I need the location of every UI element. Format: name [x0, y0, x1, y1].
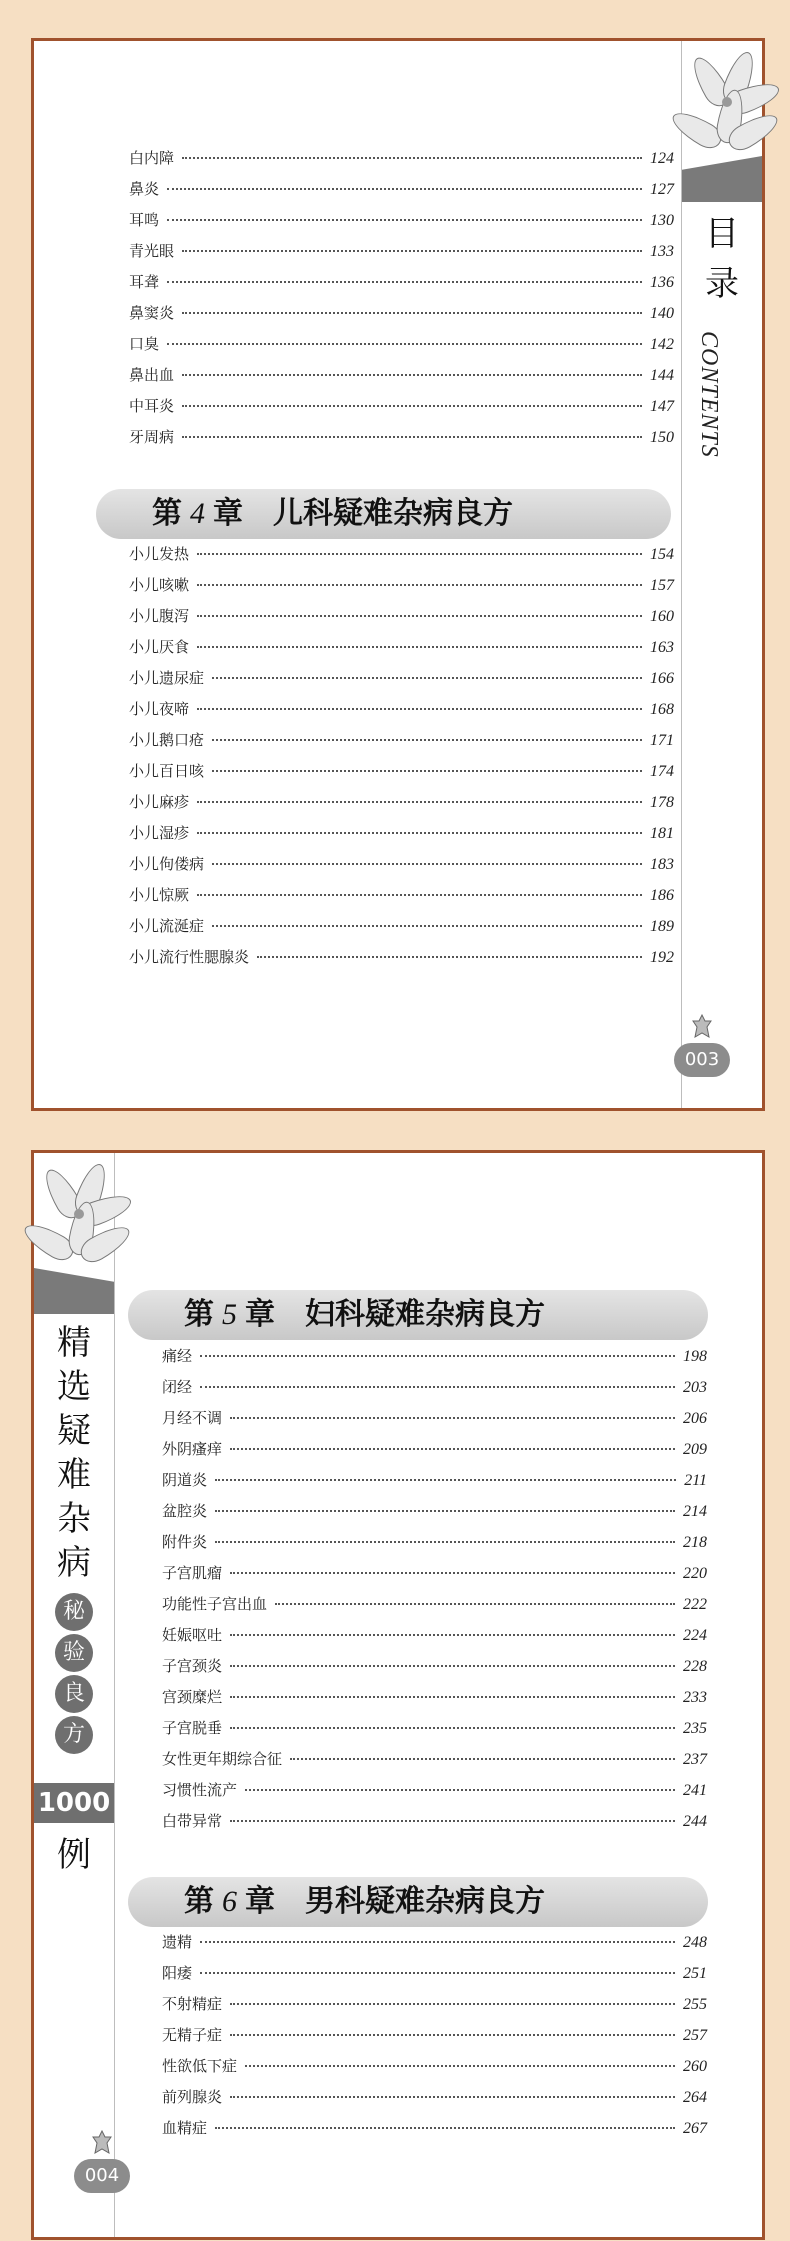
toc-entry: [162, 1624, 707, 1655]
toc-entry-title: 小儿鹅口疮: [129, 731, 205, 749]
toc-entry-title: 阴道炎: [162, 1471, 208, 1489]
toc-entry-title: 小儿惊厥: [129, 886, 190, 904]
toc-entry-title: 宫颈糜烂: [162, 1688, 223, 1706]
toc-entry-page: 260: [683, 2058, 707, 2075]
toc-entry-title: 口臭: [129, 335, 160, 353]
toc-entry-title: 闭经: [162, 1378, 193, 1396]
dot-leader: [230, 1665, 675, 1667]
toc-entry-page: 183: [650, 856, 674, 873]
toc-entry-title: 小儿厌食: [129, 638, 190, 656]
toc-entry-page: 192: [650, 949, 674, 966]
side-book-title: 精 选 疑 难 杂 病: [57, 1323, 91, 1583]
toc-entry-title: 小儿佝偻病: [129, 855, 205, 873]
toc-entry-title: 中耳炎: [129, 397, 175, 415]
dot-leader: [197, 801, 642, 803]
chapter-5-banner: 第 5 章 妇科疑难杂病良方: [128, 1290, 708, 1340]
side-subtitle: CONTENTS: [696, 331, 722, 458]
toc-entry-title: 妊娠呕吐: [162, 1626, 223, 1644]
dot-leader: [200, 1355, 675, 1357]
toc-entry: [129, 178, 674, 209]
dot-leader: [257, 956, 642, 958]
toc-entry-page: 136: [650, 274, 674, 291]
toc-entry: [129, 147, 674, 178]
toc-entry-page: 241: [683, 1782, 707, 1799]
dot-leader: [212, 863, 642, 865]
toc-page-003: [31, 38, 765, 1111]
toc-entry-title: 习惯性流产: [162, 1781, 238, 1799]
side-wedge: [682, 156, 762, 202]
page-number-badge: 004: [74, 2159, 130, 2193]
toc-entry-page: 124: [650, 150, 674, 167]
toc-entry: [129, 667, 674, 698]
toc-entry: [162, 1593, 707, 1624]
side-badge: 方: [55, 1716, 93, 1754]
toc-entry: [129, 364, 674, 395]
toc-entry-page: 244: [683, 1813, 707, 1830]
toc-entry-title: 小儿遗尿症: [129, 669, 205, 687]
dot-leader: [212, 770, 642, 772]
toc-entry: [129, 240, 674, 271]
page-number-badge: 003: [674, 1043, 730, 1077]
crest-icon: [91, 2129, 113, 2157]
dot-leader: [275, 1603, 675, 1605]
dot-leader: [197, 615, 642, 617]
toc-entry-title: 小儿流涎症: [129, 917, 205, 935]
toc-entry-page: 220: [683, 1565, 707, 1582]
toc-entry-title: 痛经: [162, 1347, 193, 1365]
toc-entry-title: 白内障: [129, 149, 175, 167]
toc-entry-page: 218: [683, 1534, 707, 1551]
toc-entry-title: 鼻窦炎: [129, 304, 175, 322]
side-title: 目 录: [705, 214, 739, 304]
toc-entry-page: 166: [650, 670, 674, 687]
toc-entry: [129, 884, 674, 915]
toc-entry: [129, 302, 674, 333]
dot-leader: [290, 1758, 675, 1760]
toc-entry: [162, 1686, 707, 1717]
dot-leader: [230, 1572, 675, 1574]
toc-entry: [129, 946, 674, 977]
toc-entry: [129, 760, 674, 791]
toc-entry-page: 174: [650, 763, 674, 780]
toc-entry-title: 月经不调: [162, 1409, 223, 1427]
dot-leader: [212, 739, 642, 741]
toc-entry: [162, 1655, 707, 1686]
toc-entry: [129, 271, 674, 302]
toc-entry: [129, 574, 674, 605]
toc-entry-title: 无精子症: [162, 2026, 223, 2044]
toc-entry-title: 血精症: [162, 2119, 208, 2137]
toc-entry-page: 186: [650, 887, 674, 904]
toc-entry: [162, 1345, 707, 1376]
toc-entry: [129, 426, 674, 457]
toc-entry: [162, 1376, 707, 1407]
dot-leader: [167, 219, 642, 221]
toc-entry: [162, 1993, 707, 2024]
dot-leader: [230, 1448, 675, 1450]
toc-entry-page: 255: [683, 1996, 707, 2013]
toc-entry-page: 214: [683, 1503, 707, 1520]
toc-entry-page: 203: [683, 1379, 707, 1396]
lily-flower-icon: [40, 1157, 110, 1267]
toc-entry: [162, 1407, 707, 1438]
toc-entry-title: 小儿夜啼: [129, 700, 190, 718]
toc-entry-title: 鼻出血: [129, 366, 175, 384]
toc-entry-page: 267: [683, 2120, 707, 2137]
dot-leader: [200, 1386, 675, 1388]
dot-leader: [182, 312, 642, 314]
side-wedge: [34, 1268, 114, 1314]
toc-entry-page: 178: [650, 794, 674, 811]
toc-entry-page: 222: [683, 1596, 707, 1613]
toc-entry-title: 不射精症: [162, 1995, 223, 2013]
dot-leader: [182, 250, 642, 252]
toc-entry: [162, 1531, 707, 1562]
dot-leader: [167, 281, 642, 283]
dot-leader: [197, 894, 642, 896]
dot-leader: [230, 1417, 675, 1419]
side-badge: 良: [55, 1675, 93, 1713]
dot-leader: [182, 405, 642, 407]
toc-entry-page: 257: [683, 2027, 707, 2044]
toc-entry: [129, 543, 674, 574]
dot-leader: [182, 436, 642, 438]
toc-entry-title: 子宫颈炎: [162, 1657, 223, 1675]
dot-leader: [215, 1479, 676, 1481]
dot-leader: [197, 832, 642, 834]
toc-entry-page: 251: [683, 1965, 707, 1982]
toc-entry-title: 小儿湿疹: [129, 824, 190, 842]
dot-leader: [230, 1820, 675, 1822]
toc-entry-title: 牙周病: [129, 428, 175, 446]
toc-entry: [162, 2055, 707, 2086]
toc-list-chapter-6: [162, 1931, 707, 2148]
toc-list-top: [129, 147, 674, 457]
toc-list-chapter-4: [129, 543, 674, 977]
toc-entry: [129, 915, 674, 946]
toc-entry-title: 耳聋: [129, 273, 160, 291]
dot-leader: [197, 584, 642, 586]
toc-entry-page: 206: [683, 1410, 707, 1427]
toc-entry-page: 209: [683, 1441, 707, 1458]
toc-entry: [162, 2086, 707, 2117]
toc-entry: [129, 605, 674, 636]
toc-entry-page: 248: [683, 1934, 707, 1951]
toc-entry: [162, 1438, 707, 1469]
toc-entry-title: 耳鸣: [129, 211, 160, 229]
toc-entry: [129, 729, 674, 760]
dot-leader: [167, 343, 642, 345]
toc-entry: [129, 791, 674, 822]
dot-leader: [197, 708, 642, 710]
toc-entry: [162, 2024, 707, 2055]
toc-entry-title: 功能性子宫出血: [162, 1595, 268, 1613]
toc-entry-title: 鼻炎: [129, 180, 160, 198]
chapter-4-banner: 第 4 章 儿科疑难杂病良方: [96, 489, 671, 539]
chapter-6-banner: 第 6 章 男科疑难杂病良方: [128, 1877, 708, 1927]
toc-entry-title: 女性更年期综合征: [162, 1750, 283, 1768]
dot-leader: [200, 1941, 675, 1943]
crest-icon: [691, 1013, 713, 1041]
toc-entry-title: 性欲低下症: [162, 2057, 238, 2075]
toc-entry-title: 附件炎: [162, 1533, 208, 1551]
toc-entry-page: 157: [650, 577, 674, 594]
side-suffix: 例: [57, 1835, 91, 1875]
dot-leader: [215, 1541, 675, 1543]
toc-entry-title: 小儿麻疹: [129, 793, 190, 811]
toc-entry-page: 127: [650, 181, 674, 198]
left-side-strip: [34, 1153, 115, 2237]
toc-entry-title: 前列腺炎: [162, 2088, 223, 2106]
dot-leader: [230, 2034, 675, 2036]
toc-list-chapter-5: [162, 1345, 707, 1841]
toc-entry-title: 小儿咳嗽: [129, 576, 190, 594]
toc-entry-page: 228: [683, 1658, 707, 1675]
dot-leader: [197, 553, 642, 555]
side-number: 1000: [34, 1783, 114, 1823]
toc-entry-page: 142: [650, 336, 674, 353]
toc-entry: [129, 822, 674, 853]
toc-entry-page: 224: [683, 1627, 707, 1644]
toc-entry-page: 160: [650, 608, 674, 625]
toc-entry-page: 163: [650, 639, 674, 656]
toc-entry-page: 198: [683, 1348, 707, 1365]
toc-entry: [162, 1748, 707, 1779]
dot-leader: [230, 2003, 675, 2005]
dot-leader: [230, 1696, 675, 1698]
toc-entry-page: 154: [650, 546, 674, 563]
dot-leader: [197, 646, 642, 648]
toc-entry-page: 237: [683, 1751, 707, 1768]
toc-entry-page: 140: [650, 305, 674, 322]
toc-entry-page: 133: [650, 243, 674, 260]
side-badge: 秘: [55, 1593, 93, 1631]
toc-entry-title: 白带异常: [162, 1812, 223, 1830]
toc-entry-title: 盆腔炎: [162, 1502, 208, 1520]
toc-entry: [162, 1500, 707, 1531]
dot-leader: [215, 2127, 675, 2129]
toc-entry-page: 147: [650, 398, 674, 415]
toc-entry-page: 211: [684, 1472, 707, 1489]
toc-entry-page: 150: [650, 429, 674, 446]
toc-entry-page: 181: [650, 825, 674, 842]
right-side-strip: [681, 41, 762, 1108]
toc-entry-title: 小儿百日咳: [129, 762, 205, 780]
toc-page-004: [31, 1150, 765, 2240]
toc-entry-page: 168: [650, 701, 674, 718]
toc-entry-page: 130: [650, 212, 674, 229]
dot-leader: [212, 925, 642, 927]
toc-entry: [129, 209, 674, 240]
dot-leader: [230, 1727, 675, 1729]
dot-leader: [245, 2065, 675, 2067]
toc-entry: [162, 2117, 707, 2148]
toc-entry-title: 子宫肌瘤: [162, 1564, 223, 1582]
toc-entry-title: 小儿发热: [129, 545, 190, 563]
dot-leader: [230, 1634, 675, 1636]
toc-entry: [162, 1469, 707, 1500]
toc-entry: [162, 1779, 707, 1810]
toc-entry-title: 青光眼: [129, 242, 175, 260]
toc-entry-page: 189: [650, 918, 674, 935]
lily-flower-icon: [688, 45, 758, 155]
toc-entry-title: 外阴瘙痒: [162, 1440, 223, 1458]
dot-leader: [230, 2096, 675, 2098]
side-badge: 验: [55, 1634, 93, 1672]
side-badges: [51, 1591, 97, 1757]
toc-entry: [162, 1810, 707, 1841]
toc-entry-title: 阳痿: [162, 1964, 193, 1982]
dot-leader: [182, 374, 642, 376]
dot-leader: [182, 157, 642, 159]
toc-entry: [129, 333, 674, 364]
toc-entry: [129, 698, 674, 729]
dot-leader: [215, 1510, 675, 1512]
dot-leader: [200, 1972, 675, 1974]
toc-entry: [162, 1962, 707, 1993]
toc-entry-page: 264: [683, 2089, 707, 2106]
toc-entry-page: 171: [650, 732, 674, 749]
toc-entry-page: 144: [650, 367, 674, 384]
toc-entry-title: 遗精: [162, 1933, 193, 1951]
toc-entry: [129, 395, 674, 426]
toc-entry-page: 235: [683, 1720, 707, 1737]
toc-entry-title: 小儿腹泻: [129, 607, 190, 625]
dot-leader: [167, 188, 642, 190]
toc-entry-title: 小儿流行性腮腺炎: [129, 948, 250, 966]
toc-entry: [162, 1562, 707, 1593]
toc-entry: [129, 853, 674, 884]
toc-entry-page: 233: [683, 1689, 707, 1706]
dot-leader: [245, 1789, 675, 1791]
dot-leader: [212, 677, 642, 679]
toc-entry-title: 子宫脱垂: [162, 1719, 223, 1737]
toc-entry: [129, 636, 674, 667]
toc-entry: [162, 1717, 707, 1748]
toc-entry: [162, 1931, 707, 1962]
